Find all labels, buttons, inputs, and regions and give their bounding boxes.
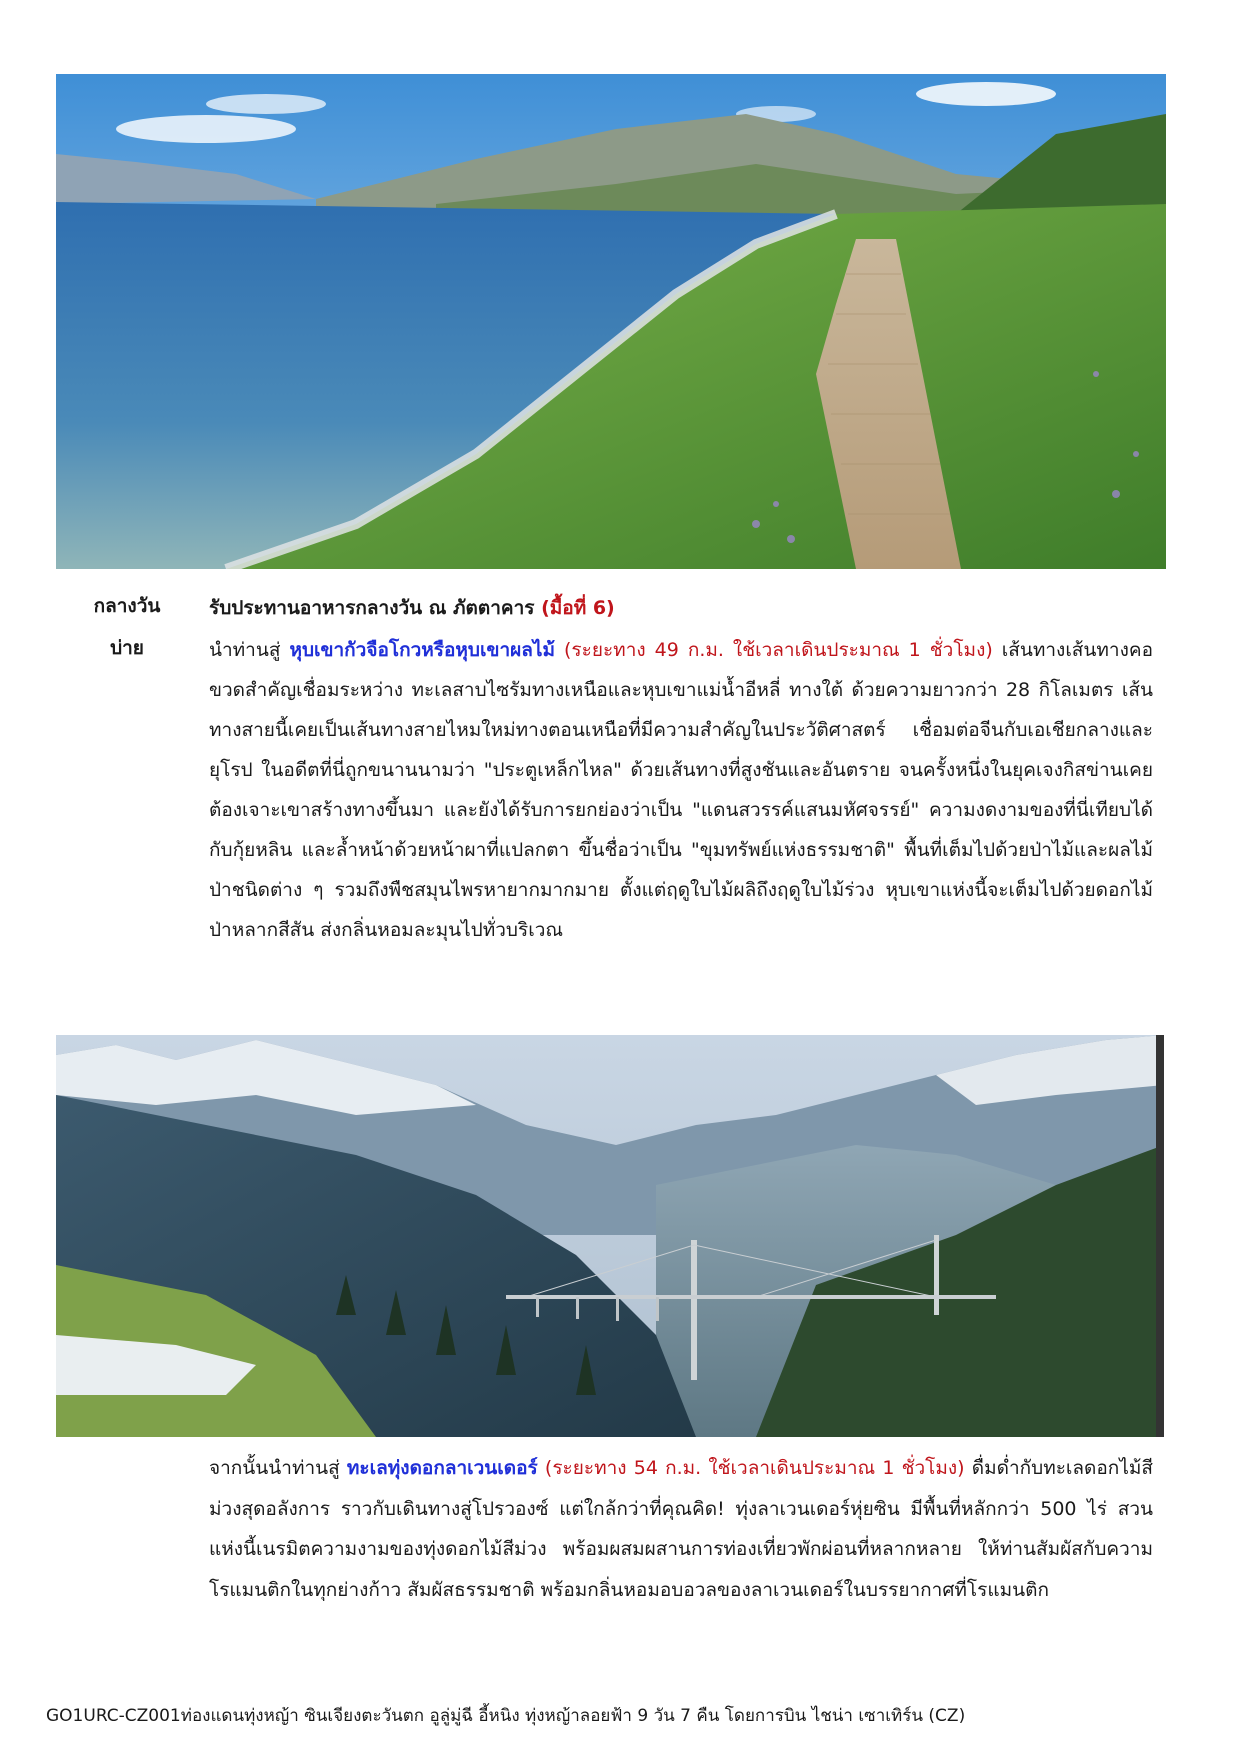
lunch-description bbox=[209, 588, 1153, 628]
lavender-description bbox=[209, 1448, 1153, 1610]
lunch-time-label: กลางวัน bbox=[93, 595, 161, 617]
mountain-valley-bridge-photo bbox=[56, 1035, 1164, 1437]
lavender-distance: (ระยะทาง 54 ก.ม. ใช้เวลาเดินประมาณ 1 ชั่วโมง) bbox=[537, 1457, 965, 1479]
lavender-body: ดื่มด่ำกับทะเลดอกไม้สีม่วงสุดอลังการ ราวกับเดินทางสู่โปรวองซ์ แต่ใกล้กว่าที่คุณคิด! ทุ่งลาเวนเดอร์หุ่ยซิน มีพื้นที่หลักกว่า 500 ไร่ สวนแห่งนี้เนรมิตความงามของทุ่งดอกไม้สีม่วง พร้อมผสมผสานการท่องเที่ยวพักผ่อนที่หลากหลาย ให้ท่านสัมผัสกับความโรแมนติกในทุกย่างก้าว สัมผัสธรรมชาติ พร้อมกลิ่นหอมอบอวลของลาเวนเดอร์ในบรรยากาศที่โรแมนติก bbox=[209, 1457, 1153, 1601]
afternoon-time-label: บ่าย bbox=[110, 637, 144, 659]
lake-boardwalk-photo bbox=[56, 74, 1166, 569]
afternoon-description bbox=[209, 630, 1153, 950]
lavender-place: ทะเลทุ่งดอกลาเวนเดอร์ bbox=[346, 1457, 538, 1479]
lunch-text: รับประทานอาหารกลางวัน ณ ภัตตาคาร bbox=[209, 597, 542, 619]
afternoon-body: เส้นทางเส้นทางคอขวดสำคัญเชื่อมระหว่าง ทะเลสาบไซรัมทางเหนือและหุบเขาแม่น้ำอีหลี่ ทางใต้ ด้วยความยาวกว่า 28 กิโลเมตร เส้นทางสายนี้เคยเป็นเส้นทางสายไหมใหม่ทางตอนเหนือที่มีความสำคัญในประวัติศาสตร์ เชื่อมต่อจีนกับเอเชียกลางและยุโรป ในอดีตที่นี่ถูกขนานนามว่า "ประตูเหล็กไหล" ด้วยเส้นทางที่สูงชันและอันตราย จนครั้งหนึ่งในยุคเจงกิสข่านเคยต้องเจาะเขาสร้างทางขึ้นมา และยังได้รับการยกย่องว่าเป็น "แดนสวรรค์แสนมหัศจรรย์" ความงดงามของที่นี่เทียบได้กับกุ้ยหลิน และล้ำหน้าด้วยหน้าผาที่แปลกตา ขึ้นชื่อว่าเป็น "ขุมทรัพย์แห่งธรรมชาติ" พื้นที่เต็มไปด้วยป่าไม้และผลไม้ป่าชนิดต่าง ๆ รวมถึงพืชสมุนไพรหายากมากมาย ตั้งแต่ฤดูใบไม้ผลิถึงฤดูใบไม้ร่วง หุบเขาแห่งนี้จะเต็มไปด้วยดอกไม้ป่าหลากสีสัน ส่งกลิ่นหอมละมุนไปทั่วบริเวณ bbox=[209, 639, 1153, 941]
afternoon-intro: นำท่านสู่ bbox=[209, 639, 290, 661]
afternoon-distance: (ระยะทาง 49 ก.ม. ใช้เวลาเดินประมาณ 1 ชั่วโมง) bbox=[555, 639, 993, 661]
afternoon-place: หุบเขากัวจือโกวหรือหุบเขาผลไม้ bbox=[289, 639, 556, 661]
lavender-intro: จากนั้นนำท่านสู่ bbox=[209, 1457, 347, 1479]
tour-code-footer: GO1URC-CZ001ท่องแดนทุ่งหญ้า ซินเจียงตะวันตก อูลู่มู่ฉี อี้หนิง ทุ่งหญ้าลอยฟ้า 9 วัน 7 คืน โดยการบิน ไชน่า เซาเทิร์น (CZ) bbox=[46, 1706, 966, 1726]
lunch-meal-number: (มื้อที่ 6) bbox=[541, 597, 615, 619]
